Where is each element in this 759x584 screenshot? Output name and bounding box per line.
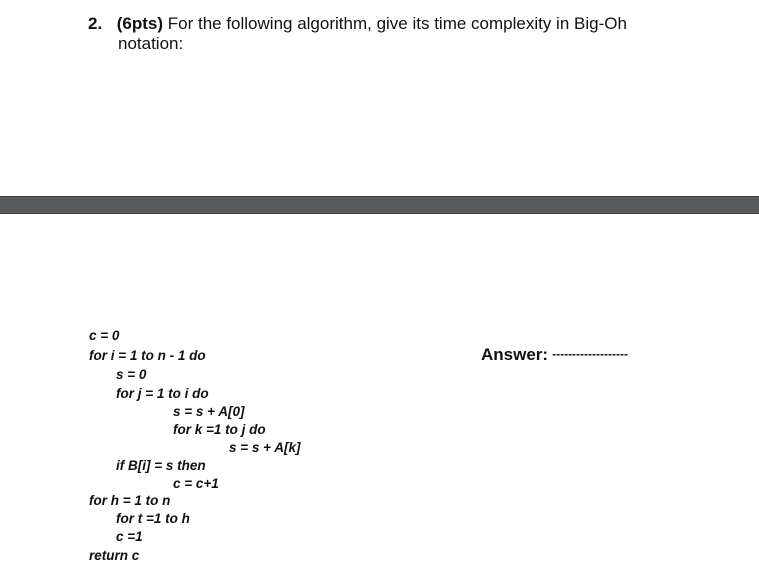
code-line: for k =1 to j do	[173, 422, 266, 437]
code-line: for t =1 to h	[116, 511, 190, 526]
code-line: c = 0	[89, 328, 120, 343]
code-line: c = c+1	[173, 476, 219, 491]
code-line: for h = 1 to n	[89, 493, 171, 508]
code-line: s = 0	[116, 367, 147, 382]
answer-label: Answer:	[481, 345, 549, 364]
question-line-1	[88, 14, 728, 34]
code-line: for j = 1 to i do	[116, 386, 209, 401]
code-line: if B[i] = s then	[116, 458, 206, 473]
question-text: For the following algorithm, give its time complexity in Big-Oh	[167, 14, 627, 33]
code-line: return c	[89, 548, 140, 563]
question-number: 2.	[88, 14, 103, 33]
code-line: s = s + A[k]	[229, 440, 301, 455]
section-divider	[0, 196, 759, 214]
question-block	[88, 14, 728, 54]
question-line-2: notation:	[118, 34, 184, 53]
question-points: (6pts)	[116, 14, 164, 33]
answer-blank[interactable]: -------------------	[552, 347, 629, 361]
answer-field	[481, 345, 628, 365]
code-line: c =1	[116, 529, 143, 544]
code-line: for i = 1 to n - 1 do	[89, 348, 206, 363]
code-line: s = s + A[0]	[173, 404, 245, 419]
